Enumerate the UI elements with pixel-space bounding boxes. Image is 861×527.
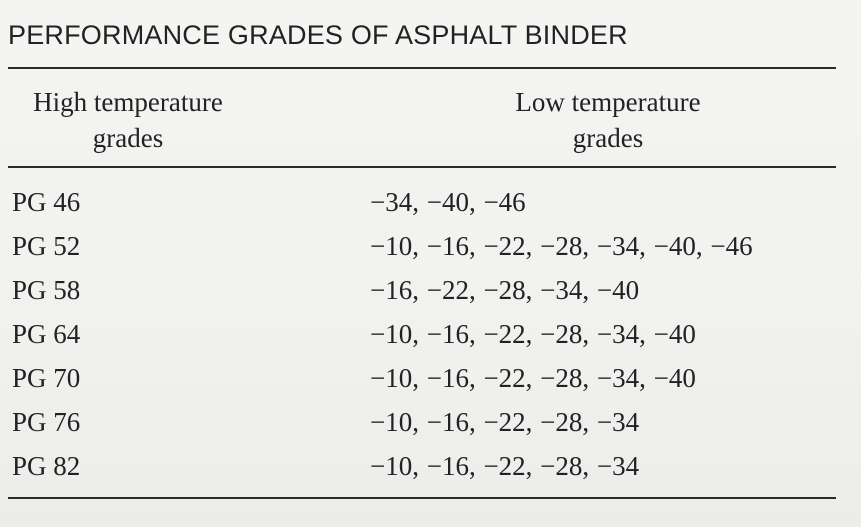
header-high-temperature-grades [8,84,248,156]
low-grades-cell: −10, −16, −22, −28, −34, −40 [370,363,696,393]
header-rule [8,166,836,168]
high-grade-cell: PG 46 [12,187,81,217]
bottom-rule [8,497,836,499]
low-grades-cell: −10, −16, −22, −28, −34 [370,407,640,437]
high-grade-cell: PG 76 [12,407,81,437]
high-grade-cell: PG 52 [12,231,81,261]
high-grade-cell: PG 64 [12,319,81,349]
high-grade-cell: PG 70 [12,363,81,393]
low-grades-cell: −16, −22, −28, −34, −40 [370,275,640,305]
table-row [0,316,861,360]
header-high-line-2: grades [92,123,164,153]
low-grades-cell: −34, −40, −46 [370,187,526,217]
header-low-line-1: Low temperature [515,87,701,117]
table-row [0,228,861,272]
table-row [0,272,861,316]
low-grades-cell: −10, −16, −22, −28, −34, −40 [370,319,696,349]
header-high-line-1: High temperature [33,87,223,117]
low-grades-cell: −10, −16, −22, −28, −34 [370,451,640,481]
table-row [0,184,861,228]
header-low-temperature-grades [468,84,748,156]
table-row [0,360,861,404]
table-row [0,404,861,448]
high-grade-cell: PG 82 [12,451,81,481]
table-row [0,448,861,492]
table-body [0,184,861,492]
table-title: PERFORMANCE GRADES OF ASPHALT BINDER [8,20,628,50]
high-grade-cell: PG 58 [12,275,81,305]
low-grades-cell: −10, −16, −22, −28, −34, −40, −46 [370,231,753,261]
header-low-line-2: grades [572,123,644,153]
top-rule [8,67,836,69]
